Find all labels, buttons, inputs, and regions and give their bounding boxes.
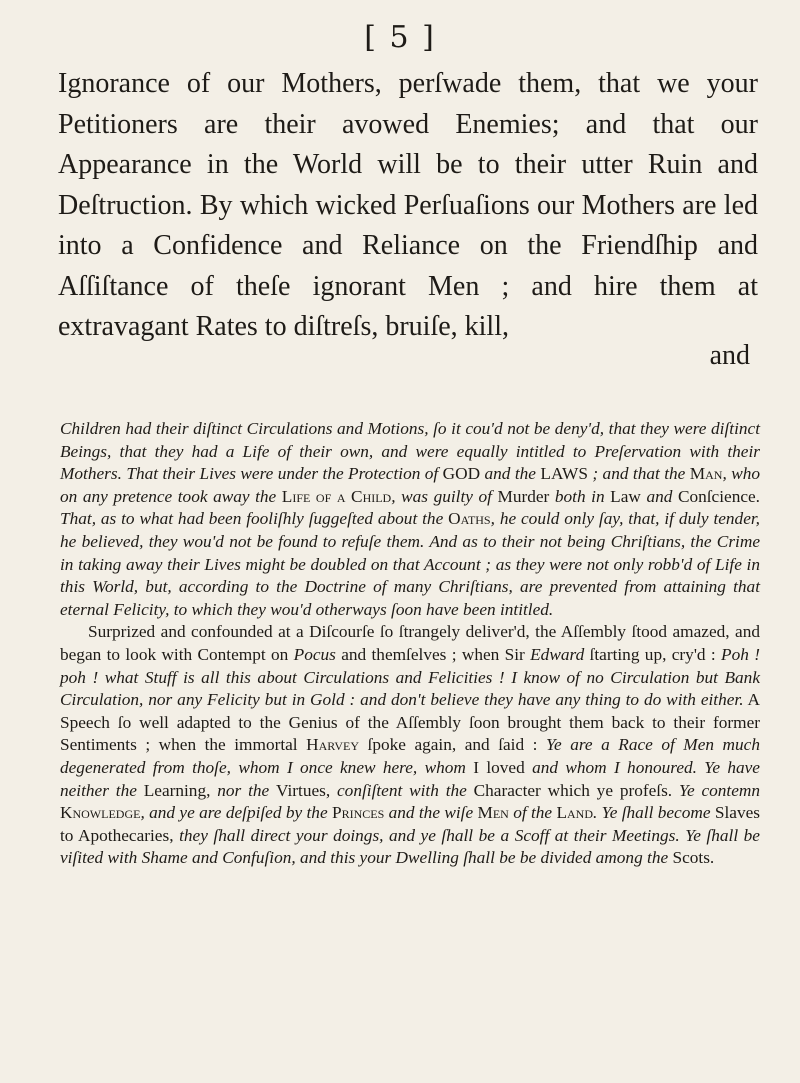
text-run: That, as to what had been fooliſhly ſuggeſted about the <box>60 509 449 529</box>
text-run: of the <box>508 803 557 823</box>
text-run: I <box>473 757 479 777</box>
text-run: both in <box>549 486 611 506</box>
text-run: , who on any pretence took away the <box>60 464 761 506</box>
text-run: Slaves to Apothecaries, <box>60 803 760 845</box>
text-run: nor the <box>217 780 277 800</box>
text-run: and <box>640 486 678 506</box>
text-run: ; and that the <box>587 464 690 484</box>
text-run: Pocus <box>293 644 336 664</box>
text-run: , was guilty of <box>391 486 498 506</box>
text-run: A Speech ſo well adapted to the Genius of the Aſſembly ſoon brought them back to their former Sentiments ; when the immortal <box>60 690 760 755</box>
text-run: , and ye are deſpiſed by the <box>140 803 332 823</box>
text-run: Harvey <box>306 735 359 755</box>
text-run: Law <box>610 486 641 506</box>
text-run: Man <box>689 464 723 484</box>
text-run: Edward <box>530 644 585 664</box>
footnote-paragraph-2 <box>60 621 760 870</box>
text-run: Oaths <box>448 509 491 529</box>
text-run: Princes <box>331 803 385 823</box>
text-run: Land <box>556 803 594 823</box>
text-run: LAWS <box>540 464 588 484</box>
text-run: Children had their diſtinct Circulations and Motions, ſo it cou'd not be deny'd, that they were diſtinct Beings, that they had a Life of their own, and were equally intitled to Preſervation with their Mothers. That their Lives were under the Protection of <box>60 419 760 484</box>
text-run: and themſelves ; when Sir <box>335 644 531 664</box>
text-run: they ſhall direct your doings, and ye ſhall be a Scoff at their Meetings. Ye ſhall be viſited with Shame and Confuſion, and this your Dwelling ſhall be be divided among the <box>60 825 760 868</box>
text-run: Knowledge <box>60 803 141 823</box>
text-run: Ye are a Race of Men much degenerated from thoſe, whom I once knew here, whom <box>60 735 760 777</box>
text-run: Learning, <box>143 780 218 800</box>
text-run: Virtues, <box>276 780 338 800</box>
text-run: conſiſtent with the <box>337 780 474 800</box>
text-run: and whom I honoured. Ye have neither the <box>60 757 760 800</box>
text-run: Character which ye profeſs. <box>473 780 679 800</box>
body-text-large: Ignorance of our Mothers, perſwade them, that we your Petitioners are their avowed Enemies; and that our Appearance in the World will be to their utter Ruin and Deſtruction. By which wicked Perſuaſions our Mothers are led into a Confidence and Reliance on the Friendſhip and Aſſiſtance of theſe ignorant Men ; and hire them at extravagant Rates to diſtreſs, bruiſe, kill, <box>58 68 758 342</box>
text-run: Murder <box>497 486 550 506</box>
text-run: Life of a Child <box>281 486 392 506</box>
catchword: and <box>709 340 750 371</box>
text-run: and the <box>480 464 541 484</box>
text-run: ſtarting up, cry'd : <box>584 644 722 664</box>
text-run: GOD <box>442 464 481 484</box>
text-run: . Ye ſhall become <box>593 803 715 823</box>
footnote-block <box>60 418 760 870</box>
text-run: , he could only ſay, that, if duly tender, he believed, they wou'd not be found to refuſe them. And as to their not being Chriſtians, the Crime in taking away their Lives might be doubled on that Account ; as they were not only robb'd of Life in this World, but, according to the Doctrine of many Chriſtians, are prevented from attaining that eternal Felicity, to which they wou'd otherways ſoon have been intitled. <box>60 509 760 619</box>
text-run: Surprized and confounded at a Diſcourſe ſo ſtrangely deliver'd, the Aſſembly ſtood amazed, and began to look with Contempt on <box>60 622 760 664</box>
text-run: Poh ! poh ! what Stuff is all this about Circulations and Felicities ! I know of no Circulation but Bank Circulation, nor any Felicity but in Gold : and don't believe they have any thing to do with either. <box>60 644 760 710</box>
text-run: Ye contemn <box>678 780 761 800</box>
text-run: Men <box>477 803 509 823</box>
text-run: and the wiſe <box>384 803 478 823</box>
text-run: Scots. <box>672 848 715 868</box>
text-run: loved <box>478 757 533 777</box>
footnote-paragraph-1 <box>60 418 760 621</box>
text-run: ſpoke again, and ſaid : <box>359 735 546 755</box>
page-number: [ 5 ] <box>364 20 436 55</box>
text-run: Conſcience. <box>677 486 760 506</box>
